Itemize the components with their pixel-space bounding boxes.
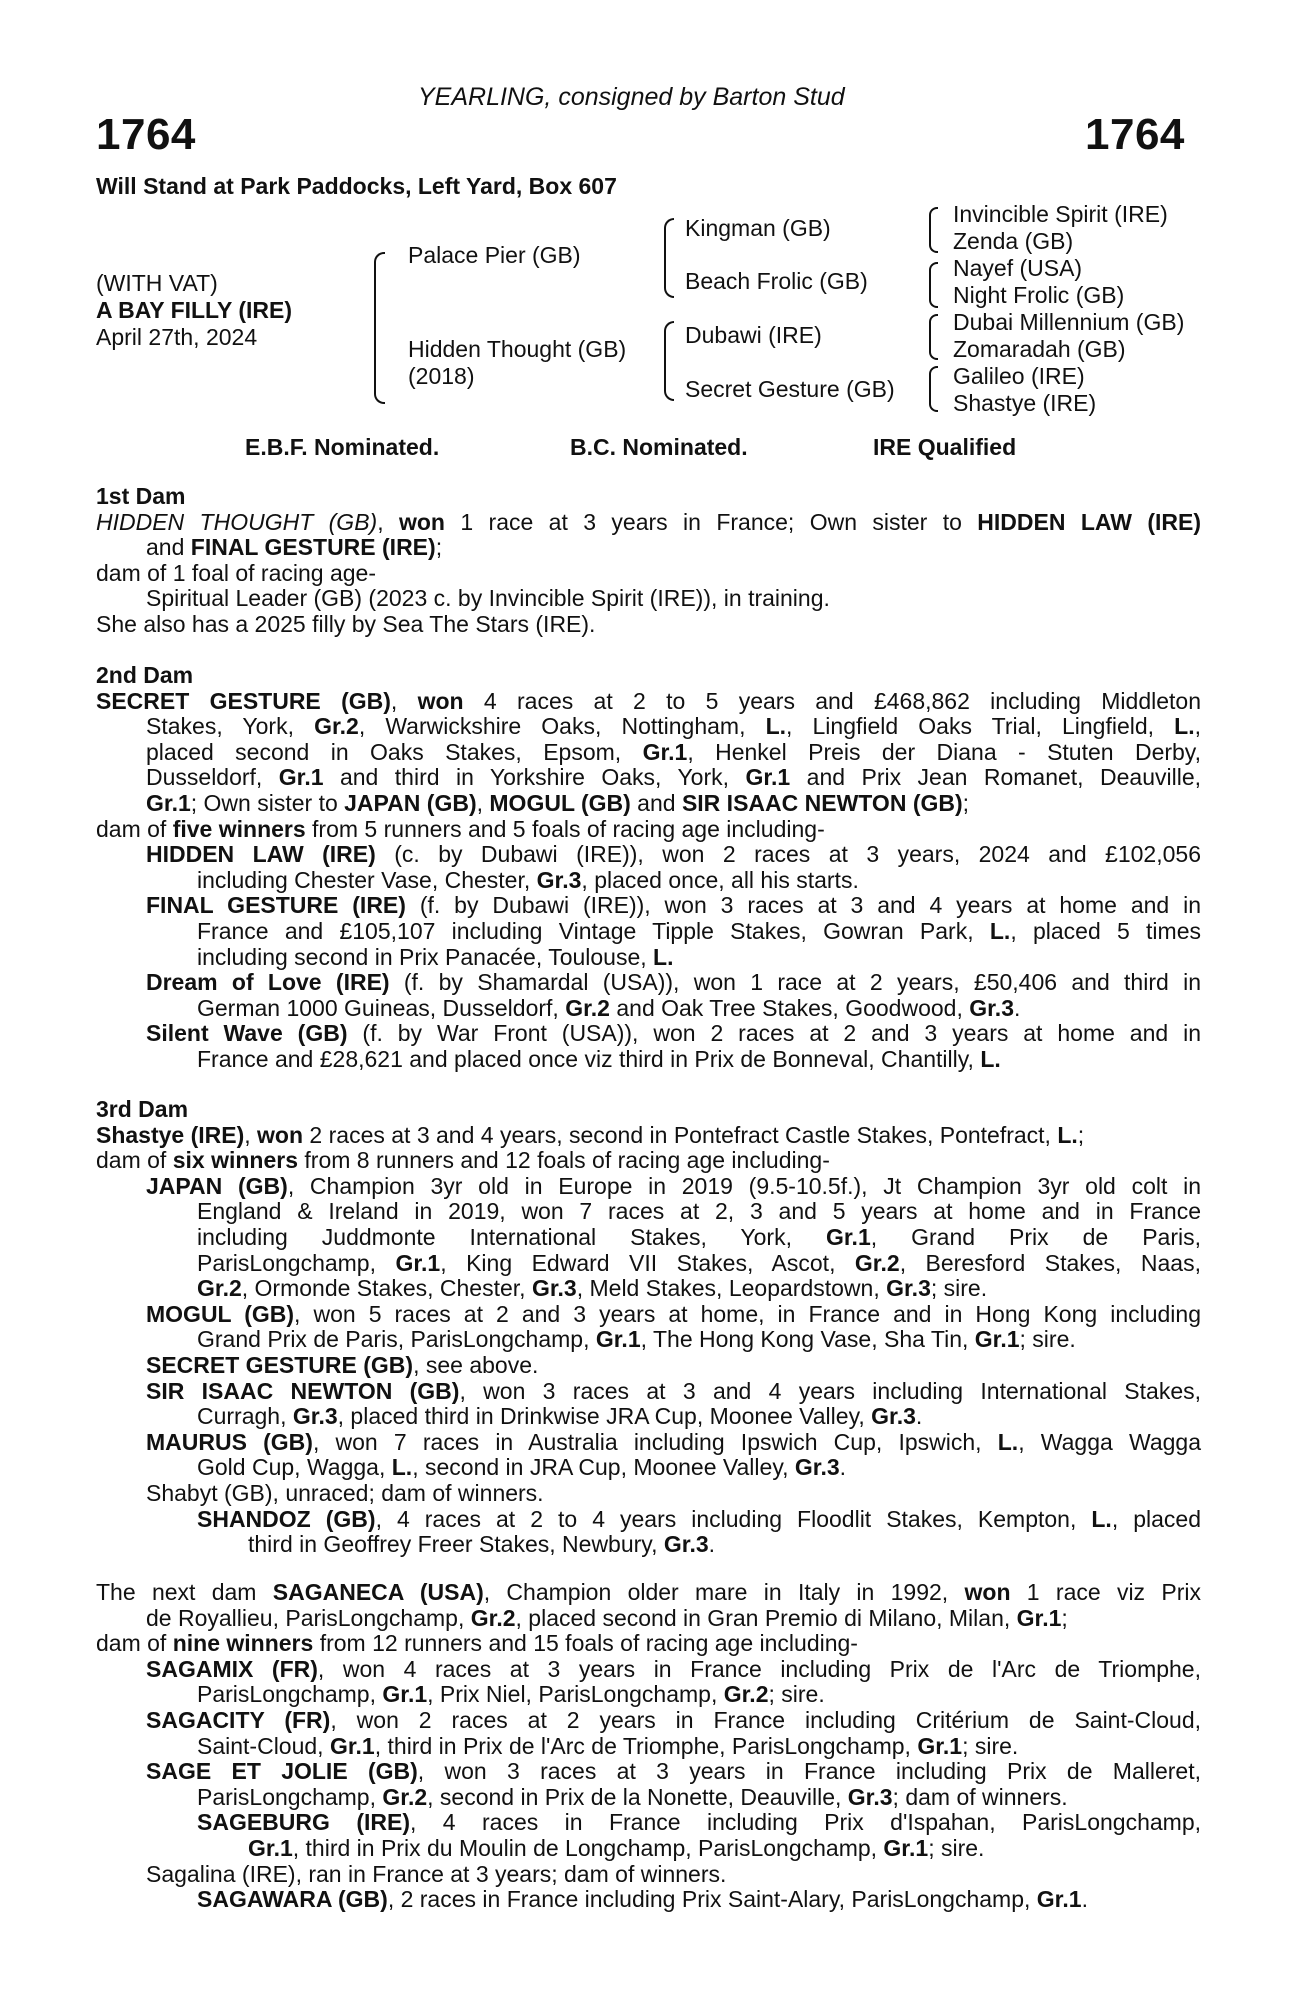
third-dam-line: Shastye (IRE), won 2 races at 3 and 4 years, second in Pontefract Castle Stakes, Pontefract, L.;: [96, 1121, 1085, 1148]
second-dam-title: 2nd Dam: [96, 662, 194, 688]
pedigree-dam-dam: Secret Gesture (GB): [685, 376, 895, 402]
pedigree-dam-sire: Dubawi (IRE): [685, 322, 822, 348]
third-dam-produce: SIR ISAAC NEWTON (GB), won 3 races at 3 and 4 years including International Stakes,: [146, 1377, 1202, 1404]
brace-sire: [664, 218, 674, 298]
pedigree-sire-sire: Kingman (GB): [685, 215, 831, 241]
first-dam-title: 1st Dam: [96, 483, 186, 509]
pedigree-dam: Hidden Thought (GB): [408, 336, 627, 362]
pedigree-sire-dam: Beach Frolic (GB): [685, 268, 868, 294]
third-dam-produce: Gr.2, Ormonde Stakes, Chester, Gr.3, Meld Stakes, Leopardstown, Gr.3; sire.: [197, 1275, 988, 1302]
first-dam-line: HIDDEN THOUGHT (GB), won 1 race at 3 years in France; Own sister to HIDDEN LAW (IRE): [96, 508, 1201, 535]
pedigree-g4: Night Frolic (GB): [953, 282, 1125, 308]
second-dam-produce: HIDDEN LAW (IRE) (c. by Dubawi (IRE)), won 2 races at 3 years, 2024 and £102,056: [146, 841, 1201, 868]
vat-note: (WITH VAT): [96, 270, 218, 296]
next-dam-produce: Gr.1, third in Prix du Moulin de Longchamp, ParisLongchamp, Gr.1; sire.: [248, 1834, 985, 1861]
third-dam-produce: JAPAN (GB), Champion 3yr old in Europe in 2019 (9.5-10.5f.), Jt Champion 3yr old colt in: [146, 1172, 1201, 1199]
next-dam-produce: SAGEBURG (IRE), 4 races in France including Prix d'Ispahan, ParisLongchamp,: [197, 1809, 1202, 1836]
third-dam-produce: ParisLongchamp, Gr.1, King Edward VII Stakes, Ascot, Gr.2, Beresford Stakes, Naas,: [197, 1249, 1201, 1276]
second-dam-produce: including Chester Vase, Chester, Gr.3, placed once, all his starts.: [197, 866, 859, 893]
lot-number-right: 1764: [1085, 110, 1185, 159]
next-dam-produce: SAGE ET JOLIE (GB), won 3 races at 3 years in France including Prix de Malleret,: [146, 1758, 1202, 1785]
second-dam-line: Dusseldorf, Gr.1 and third in Yorkshire Oaks, York, Gr.1 and Prix Jean Romanet, Deauville,: [146, 764, 1201, 791]
second-dam-produce: Dream of Love (IRE) (f. by Shamardal (USA)), won 1 race at 2 years, £50,406 and third in: [146, 969, 1201, 996]
third-dam-produce: Shabyt (GB), unraced; dam of winners.: [146, 1479, 544, 1506]
pedigree-g7: Galileo (IRE): [953, 363, 1085, 389]
second-dam-line: Stakes, York, Gr.2, Warwickshire Oaks, Nottingham, L., Lingfield Oaks Trial, Lingfield, L.,: [146, 713, 1201, 740]
third-dam-produce: Grand Prix de Paris, ParisLongchamp, Gr.1, The Hong Kong Vase, Sha Tin, Gr.1; sire.: [197, 1326, 1076, 1353]
third-dam-produce: third in Geoffrey Freer Stakes, Newbury, Gr.3.: [248, 1531, 716, 1558]
next-dam-produce: SAGAWARA (GB), 2 races in France including Prix Saint-Alary, ParisLongchamp, Gr.1.: [197, 1886, 1088, 1913]
catalogue-subtitle: YEARLING, consigned by Barton Stud: [418, 83, 845, 111]
brace-main: [374, 252, 385, 404]
second-dam-line: Gr.1; Own sister to JAPAN (GB), MOGUL (GB) and SIR ISAAC NEWTON (GB);: [146, 789, 970, 816]
brace-g4: [929, 366, 938, 412]
third-dam-produce: Curragh, Gr.3, placed third in Drinkwise JRA Cup, Moonee Valley, Gr.3.: [197, 1403, 923, 1430]
pedigree-g8: Shastye (IRE): [953, 390, 1097, 416]
pedigree-g1: Invincible Spirit (IRE): [953, 201, 1168, 227]
first-dam-line: dam of 1 foal of racing age-: [96, 559, 376, 586]
pedigree-g3: Nayef (USA): [953, 255, 1083, 281]
third-dam-title: 3rd Dam: [96, 1096, 189, 1122]
ire-qualified: IRE Qualified: [873, 434, 1017, 460]
next-dam-produce: Saint-Cloud, Gr.1, third in Prix de l'Arc de Triomphe, ParisLongchamp, Gr.1; sire.: [197, 1732, 1019, 1759]
next-dam-line: The next dam SAGANECA (USA), Champion older mare in Italy in 1992, won 1 race viz Prix: [96, 1579, 1201, 1605]
pedigree-dam-year: (2018): [408, 363, 475, 389]
pedigree-g6: Zomaradah (GB): [953, 336, 1126, 362]
pedigree-g5: Dubai Millennium (GB): [953, 309, 1185, 335]
brace-dam: [664, 321, 674, 401]
first-dam-line: She also has a 2025 filly by Sea The Stars (IRE).: [96, 610, 596, 637]
second-dam-produce: German 1000 Guineas, Dusseldorf, Gr.2 and Oak Tree Stakes, Goodwood, Gr.3.: [197, 994, 1021, 1021]
third-dam-produce: including Juddmonte International Stakes, York, Gr.1, Grand Prix de Paris,: [197, 1223, 1201, 1250]
next-dam-produce: Sagalina (IRE), ran in France at 3 years; dam of winners.: [146, 1860, 727, 1887]
bc-nomination: B.C. Nominated.: [570, 434, 748, 460]
brace-g2: [929, 262, 938, 308]
first-dam-produce: Spiritual Leader (GB) (2023 c. by Invincible Spirit (IRE)), in training.: [146, 585, 830, 612]
third-dam-produce: England & Ireland in 2019, won 7 races at 2, 3 and 5 years at home and in France: [197, 1198, 1201, 1225]
third-dam-section: [96, 1097, 1201, 1558]
second-dam-line: placed second in Oaks Stakes, Epsom, Gr.1, Henkel Preis der Diana - Stuten Derby,: [146, 738, 1201, 765]
second-dam-line: SECRET GESTURE (GB), won 4 races at 2 to 5 years and £468,862 including Middleton: [96, 687, 1201, 714]
third-dam-produce: SHANDOZ (GB), 4 races at 2 to 4 years including Floodlit Stakes, Kempton, L., placed: [197, 1505, 1202, 1532]
next-dam-produce: SAGAMIX (FR), won 4 races at 3 years in France including Prix de l'Arc de Triomphe,: [146, 1655, 1201, 1682]
lot-number-left: 1764: [96, 110, 196, 159]
brace-g3: [929, 314, 938, 360]
brace-g1: [929, 207, 938, 253]
next-dam-produce: ParisLongchamp, Gr.1, Prix Niel, ParisLongchamp, Gr.2; sire.: [197, 1681, 825, 1708]
next-dam-section: [96, 1580, 1201, 1913]
third-dam-produce: SECRET GESTURE (GB), see above.: [146, 1351, 539, 1378]
second-dam-line: dam of five winners from 5 runners and 5 foals of racing age including-: [96, 815, 825, 842]
third-dam-line: dam of six winners from 8 runners and 12 foals of racing age including-: [96, 1147, 830, 1174]
stand-location: Will Stand at Park Paddocks, Left Yard, Box 607: [96, 173, 617, 199]
second-dam-produce: France and £28,621 and placed once viz third in Prix de Bonneval, Chantilly, L.: [197, 1045, 1001, 1072]
next-dam-line: dam of nine winners from 12 runners and 15 foals of racing age including-: [96, 1630, 858, 1657]
first-dam-section: [96, 484, 1201, 638]
horse-name: A BAY FILLY (IRE): [96, 297, 292, 323]
second-dam-produce: FINAL GESTURE (IRE) (f. by Dubawi (IRE)), won 3 races at 3 and 4 years at home and in: [146, 892, 1201, 919]
pedigree-g2: Zenda (GB): [953, 228, 1074, 254]
first-dam-line: and FINAL GESTURE (IRE);: [146, 534, 443, 561]
next-dam-produce: ParisLongchamp, Gr.2, second in Prix de la Nonette, Deauville, Gr.3; dam of winners.: [197, 1783, 1068, 1810]
second-dam-produce: France and £105,107 including Vintage Tipple Stakes, Gowran Park, L., placed 5 times: [197, 917, 1201, 944]
third-dam-produce: MOGUL (GB), won 5 races at 2 and 3 years at home, in France and in Hong Kong including: [146, 1300, 1201, 1327]
next-dam-line: de Royallieu, ParisLongchamp, Gr.2, placed second in Gran Premio di Milano, Milan, Gr.1;: [146, 1604, 1068, 1631]
second-dam-section: [96, 663, 1201, 1073]
third-dam-produce: MAURUS (GB), won 7 races in Australia including Ipswich Cup, Ipswich, L., Wagga Wagga: [146, 1428, 1201, 1455]
next-dam-produce: SAGACITY (FR), won 2 races at 2 years in France including Critérium de Saint-Cloud,: [146, 1706, 1202, 1733]
ebf-nomination: E.B.F. Nominated.: [245, 434, 440, 460]
second-dam-produce: including second in Prix Panacée, Toulouse, L.: [197, 943, 674, 970]
third-dam-produce: Gold Cup, Wagga, L., second in JRA Cup, Moonee Valley, Gr.3.: [197, 1454, 847, 1481]
pedigree-sire: Palace Pier (GB): [408, 242, 581, 268]
horse-dob: April 27th, 2024: [96, 324, 258, 350]
second-dam-produce: Silent Wave (GB) (f. by War Front (USA)), won 2 races at 2 and 3 years at home and in: [146, 1020, 1202, 1047]
